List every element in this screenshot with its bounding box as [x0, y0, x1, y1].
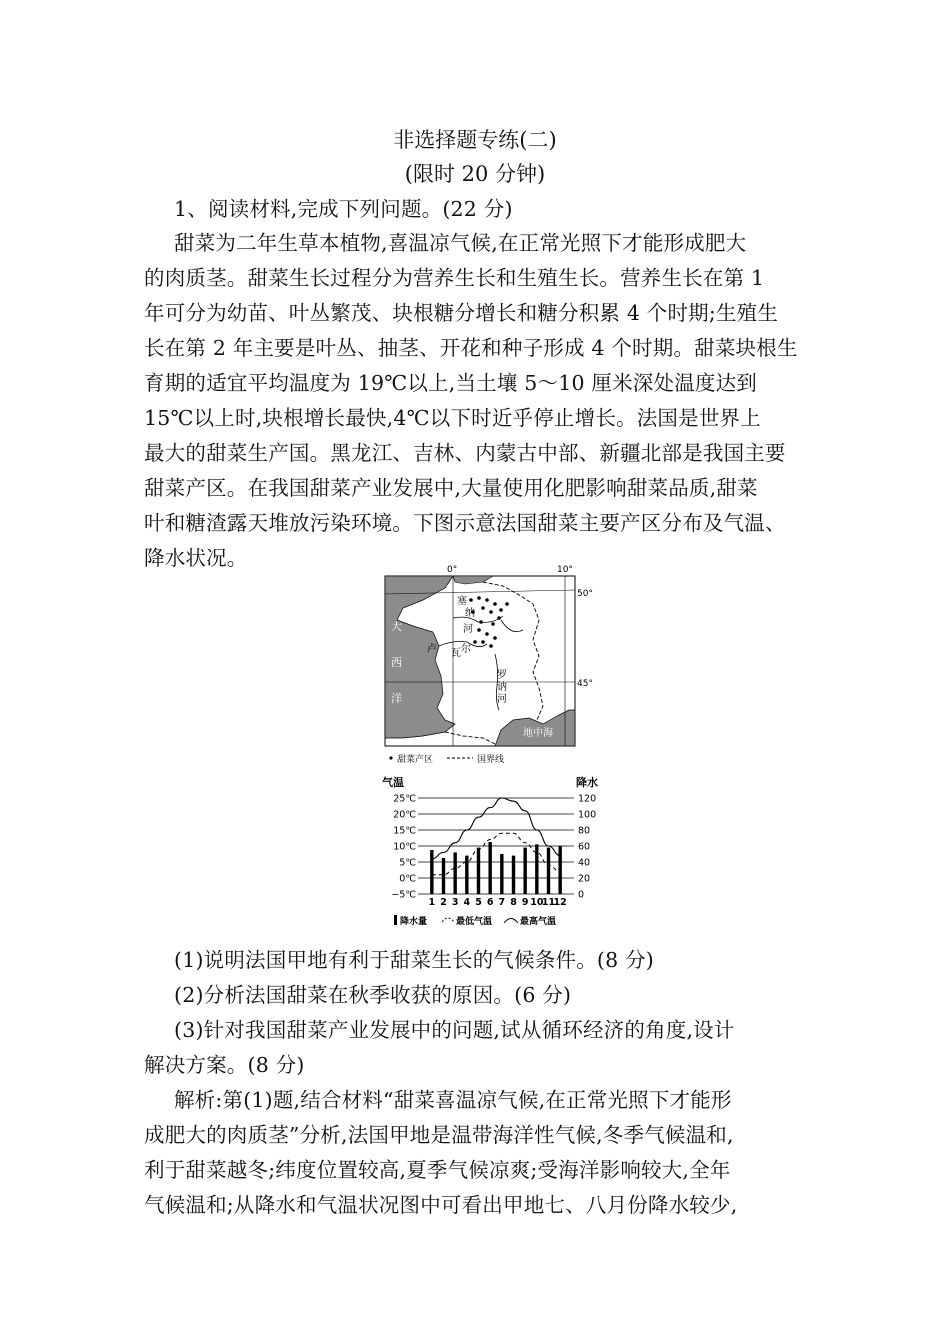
analysis-line: 成肥大的肉质茎”分析,法国甲地是温带海洋性气候,冬季气候温和, — [144, 1123, 734, 1147]
legend-label: 最低气温 — [456, 917, 493, 927]
precip-bar — [558, 846, 561, 894]
precip-tick-label: 0 — [578, 889, 585, 901]
legend-border-label: 国界线 — [477, 755, 505, 765]
france-map — [383, 560, 603, 770]
series-min-temp-line — [432, 833, 560, 875]
material-line: 的肉质茎。甜菜生长过程分为营养生长和生殖生长。营养生长在第 1 — [144, 266, 765, 290]
material-line: 叶和糖渣露天堆放污染环境。下图示意法国甜菜主要产区分布及气温、 — [144, 511, 786, 535]
material-line: 15℃以上时,块根增长最快,4℃以下时近乎停止增长。法国是世界上 — [144, 406, 761, 430]
climate-chart — [380, 772, 610, 932]
producing-area-dot — [493, 602, 497, 606]
precip-tick-label: 20 — [578, 873, 591, 885]
precip-bar — [523, 848, 526, 894]
question-item: (3)针对我国甜菜产业发展中的问题,试从循环经济的角度,设计 — [174, 1018, 735, 1042]
question-item: 解决方案。(8 分) — [144, 1053, 305, 1077]
precip-tick-label: 120 — [578, 793, 597, 805]
material-line: 甜菜产区。在我国甜菜产业发展中,大量使用化肥影响甜菜品质,甜菜 — [144, 476, 758, 500]
temp-tick-label: 10℃ — [393, 841, 416, 853]
analysis-line: 利于甜菜越冬;纬度位置较高,夏季气候凉爽;受海洋影响较大,全年 — [144, 1158, 731, 1182]
producing-area-dot — [505, 602, 509, 606]
analysis-line: 气候温和;从降水和气温状况图中可看出甲地七、八月份降水较少, — [144, 1193, 738, 1217]
precip-tick-label: 100 — [578, 809, 597, 821]
producing-area-dot — [469, 598, 473, 602]
precip-tick-label: 60 — [578, 841, 591, 853]
month-tick-label: 3 — [451, 897, 459, 908]
temp-tick-label: 0℃ — [399, 873, 416, 885]
series-max-temp-line — [432, 798, 560, 859]
month-tick-label: 5 — [475, 897, 482, 908]
legend-label: 降水量 — [400, 917, 428, 927]
producing-area-dot — [481, 640, 485, 644]
river-label: 卢 — [427, 644, 437, 655]
precip-bar — [512, 856, 515, 894]
page-title: 非选择题专练(二) — [393, 128, 557, 152]
river-label: 罗 — [497, 670, 507, 681]
precip-bar — [477, 848, 480, 894]
legend-dot-icon — [389, 756, 392, 759]
page-subtitle: (限时 20 分钟) — [404, 162, 546, 186]
river-label: 河 — [463, 624, 473, 635]
producing-area-dot — [485, 632, 489, 636]
material-line: 最大的甜菜生产国。黑龙江、吉林、内蒙古中部、新疆北部是我国主要 — [144, 441, 786, 465]
precip-bar — [500, 854, 503, 894]
legend-label: 最高气温 — [520, 917, 557, 927]
y-axis-left-title: 气温 — [382, 776, 404, 789]
month-tick-label: 1 — [428, 897, 436, 908]
analysis-line: 解析:第(1)题,结合材料“甜菜喜温凉气候,在正常光照下才能形 — [174, 1088, 732, 1112]
month-tick-label: 12 — [553, 897, 567, 908]
precip-bar — [430, 850, 433, 894]
sea-label: 地中海 — [523, 728, 553, 739]
legend-line-icon — [504, 919, 518, 924]
month-tick-label: 7 — [498, 897, 506, 908]
river-label: 讷 — [497, 682, 507, 693]
river-label: 瓦 — [451, 648, 461, 659]
producing-area-dot — [491, 622, 495, 626]
temp-tick-label: 25℃ — [393, 793, 416, 805]
month-tick-label: 6 — [486, 897, 494, 908]
material-line: 年可分为幼苗、叶丛繁茂、块根糖分增长和糖分积累 4 个时期;生殖生 — [144, 301, 779, 325]
producing-area-dot — [473, 640, 477, 644]
precip-bar — [488, 842, 491, 894]
lat-label: 45° — [577, 679, 593, 689]
precip-bar — [442, 858, 445, 894]
temp-tick-label: 5℃ — [399, 857, 416, 869]
month-tick-label: 8 — [510, 897, 517, 908]
legend-dashed-icon — [442, 918, 454, 922]
river-label: 河 — [497, 694, 507, 705]
ocean-label: 大 — [391, 620, 402, 633]
material-line: 甜菜为二年生草本植物,喜温凉气候,在正常光照下才能形成肥大 — [174, 231, 747, 255]
river-label: 纳 — [465, 608, 475, 619]
legend-bar-icon — [394, 915, 397, 925]
month-tick-label: 11 — [541, 897, 556, 908]
y-axis-right-title: 降水 — [576, 776, 598, 789]
month-tick-label: 2 — [440, 897, 447, 908]
precip-bar — [465, 856, 468, 894]
lat-label: 50° — [577, 589, 593, 599]
precip-bar — [453, 852, 456, 894]
ocean-label: 西 — [391, 656, 402, 669]
material-line: 育期的适宜平均温度为 19℃以上,当土壤 5～10 厘米深处温度达到 — [144, 371, 758, 395]
river-label: 塞 — [457, 596, 467, 607]
precip-bar — [547, 848, 550, 894]
producing-area-dot — [489, 644, 493, 648]
producing-area-dot — [479, 620, 483, 624]
precip-tick-label: 40 — [578, 857, 591, 869]
temp-tick-label: 15℃ — [393, 825, 416, 837]
producing-area-dot — [477, 628, 481, 632]
producing-area-dot — [497, 616, 501, 620]
month-tick-label: 10 — [530, 897, 544, 908]
lon-label: 0° — [447, 565, 458, 575]
month-tick-label: 4 — [463, 897, 471, 908]
producing-area-dot — [481, 606, 485, 610]
month-tick-label: 9 — [521, 897, 529, 908]
temp-tick-label: −5℃ — [391, 889, 416, 901]
question-item: (2)分析法国甜菜在秋季收获的原因。(6 分) — [174, 983, 572, 1007]
producing-area-dot — [499, 608, 503, 612]
material-line: 长在第 2 年主要是叶丛、抽茎、开花和种子形成 4 个时期。甜菜块根生 — [144, 336, 798, 360]
producing-area-dot — [493, 636, 497, 640]
precip-tick-label: 80 — [578, 825, 591, 837]
producing-area-dot — [485, 598, 489, 602]
temp-tick-label: 20℃ — [393, 809, 416, 821]
ocean-label: 洋 — [391, 692, 402, 705]
legend-producing-label: 甜菜产区 — [397, 755, 434, 765]
question-intro: 1、阅读材料,完成下列问题。(22 分) — [174, 197, 513, 221]
question-item: (1)说明法国甲地有利于甜菜生长的气候条件。(8 分) — [174, 948, 654, 972]
material-line: 降水状况。 — [144, 546, 248, 570]
producing-area-dot — [489, 610, 493, 614]
lon-label: 10° — [557, 565, 573, 575]
river-label: 尔 — [461, 644, 471, 655]
producing-area-dot — [477, 596, 481, 600]
